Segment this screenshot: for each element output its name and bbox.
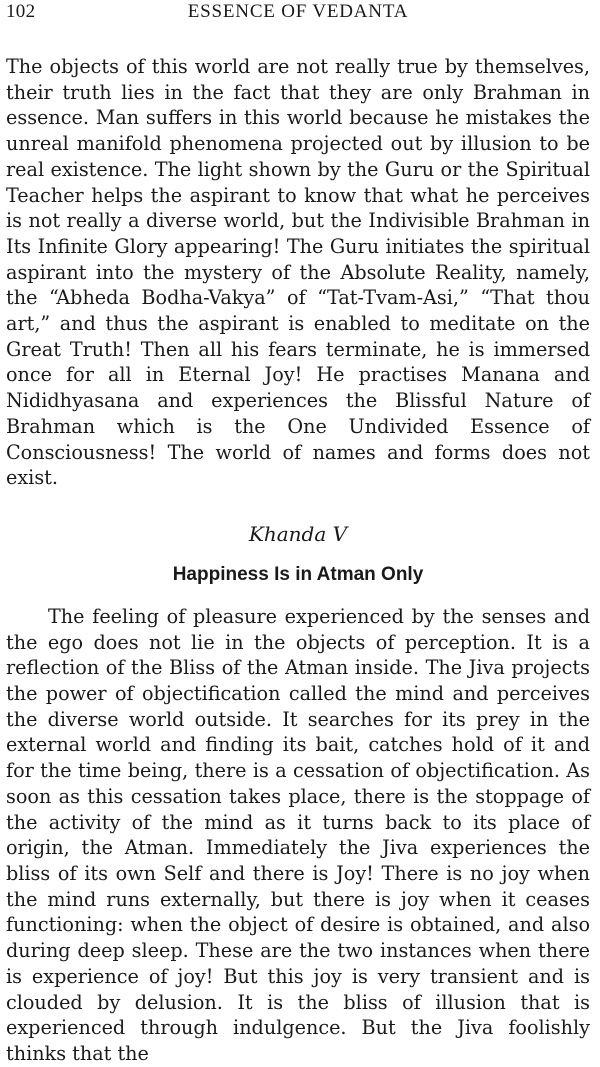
section-heading: Khanda V [248, 521, 348, 546]
running-header [6, 0, 590, 26]
body-paragraph-2: The feeling of pleasure experienced by the senses and the ego does not lie in the objects of perception. It is a reflection of the Bliss of the Atman inside. The Jiva projects the power of objectification called the mind and perceives the diverse world outside. It searches for its prey in the external world and finding its bait, catches hold of it and for the time being, there is a cessation of objectification. As soon as this cessation takes place, there is the stoppage of the activity of the mind as it turns back to its place of origin, the Atman. Immediately the Jiva experiences the bliss of its own Self and there is Joy! There is no joy when the mind runs externally, but there is joy when it ceases functioning: when the object of desire is obtained, and also during deep sleep. These are the two instances when there is experience of joy! But this joy is very transient and is clouded by delusion. It is the bliss of illusion that is experienced through indulgence. But the Jiva foolishly thinks that the [6, 604, 590, 1065]
running-title: ESSENCE OF VEDANTA [187, 1, 409, 22]
body-paragraph-1: The objects of this world are not really true by themselves, their truth lies in the fact that they are only Brahman in essence. Man suffers in this world because he mistakes the unreal manifold phenomena projected out by illusion to be real existence. The light shown by the Guru or the Spiritual Teacher helps the aspirant to know that what he perceives is not really a diverse world, but the Indivisible Brahman in Its Infinite Glory appearing! The Guru initiates the spiritual aspirant into the mystery of the Absolute Reality, namely, the “Abheda Bodha-Vakya” of “Tat-Tvam-Asi,” “That thou art,” and thus the aspirant is enabled to meditate on the Great Truth! Then all his fears terminate, he is immersed once for all in Eternal Joy! He practises Manana and Nididhyasana and experiences the Blissful Nature of Brahman which is the One Undivided Essence of Consciousness! The world of names and forms does not exist. [6, 55, 590, 490]
section-title: Happiness Is in Atman Only [172, 563, 424, 585]
page-number: 102 [6, 1, 36, 22]
